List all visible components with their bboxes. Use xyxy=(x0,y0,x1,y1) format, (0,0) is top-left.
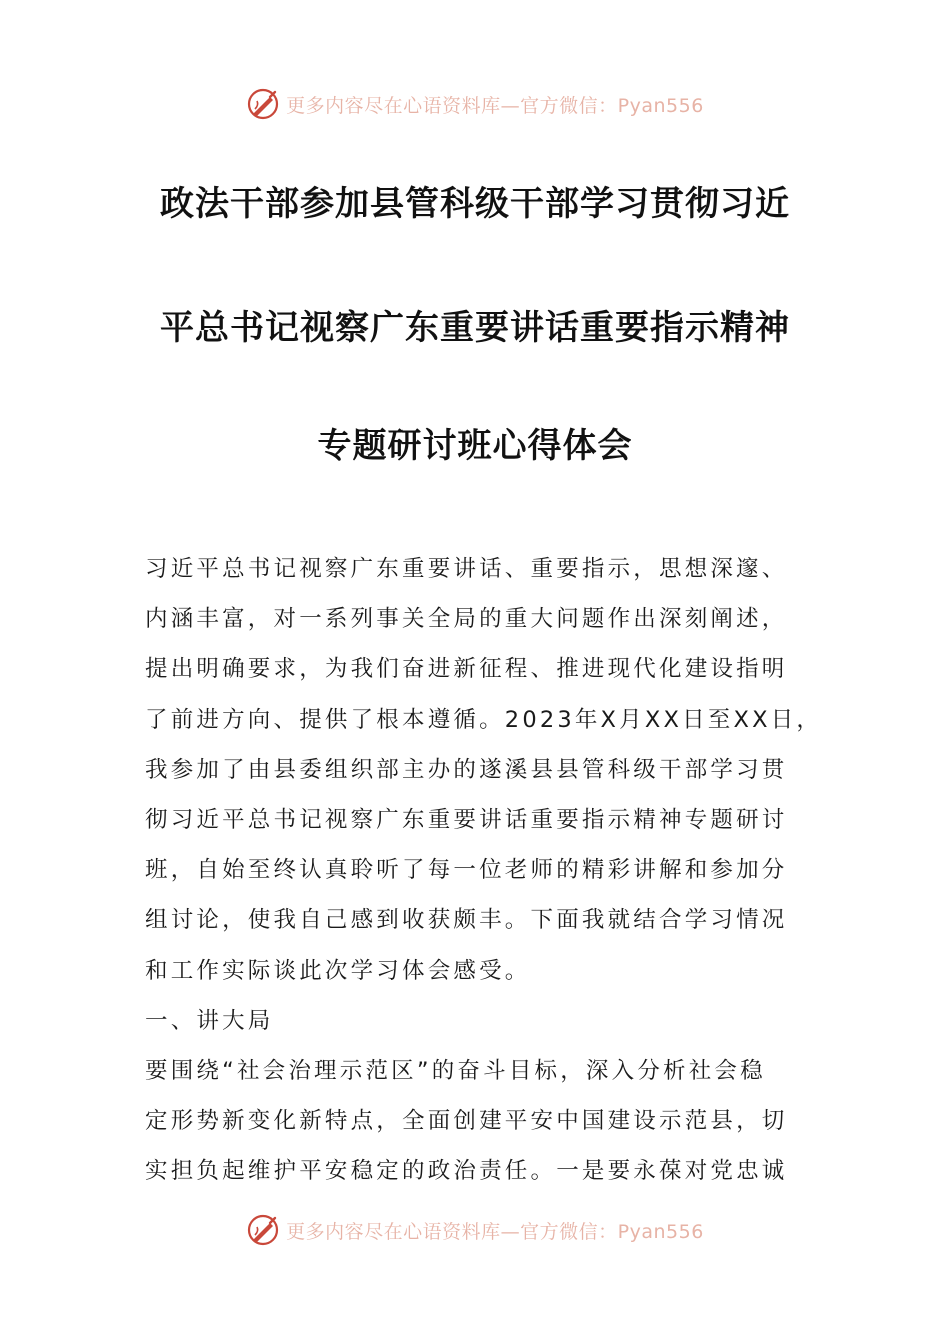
document-title-line-1: 政法干部参加县管科级干部学习贯彻习近 xyxy=(160,184,790,224)
watermark-footer xyxy=(0,1210,950,1250)
watermark-header xyxy=(0,84,950,124)
body-line: 定形势新变化新特点，全面创建平安中国建设示范县，切 xyxy=(145,1108,788,1135)
body-line: 实担负起维护平安稳定的政治责任。一是要永葆对党忠诚 xyxy=(145,1158,788,1185)
section-heading: 一、讲大局 xyxy=(145,1007,274,1034)
body-line: 我参加了由县委组织部主办的遂溪县县管科级干部学习贯 xyxy=(145,756,788,783)
pen-logo-icon xyxy=(246,87,280,121)
body-line: 内涵丰富，对一系列事关全局的重大问题作出深刻阐述， xyxy=(145,606,788,633)
watermark-text: 更多内容尽在心语资料库—官方微信：Pyan556 xyxy=(286,94,704,117)
body-line: 和工作实际谈此次学习体会感受。 xyxy=(145,957,531,984)
body-line: 要围绕“社会治理示范区”的奋斗目标，深入分析社会稳 xyxy=(145,1057,766,1084)
body-line: 班，自始至终认真聆听了每一位老师的精彩讲解和参加分 xyxy=(145,857,788,884)
body-line: 了前进方向、提供了根本遵循。2023年X月XX日至XX日， xyxy=(145,706,823,733)
body-line: 彻习近平总书记视察广东重要讲话重要指示精神专题研讨 xyxy=(145,806,788,833)
document-body xyxy=(145,544,823,1196)
document-title-line-2: 平总书记视察广东重要讲话重要指示精神 xyxy=(160,308,790,348)
watermark-text: 更多内容尽在心语资料库—官方微信：Pyan556 xyxy=(286,1220,704,1243)
body-line: 提出明确要求，为我们奋进新征程、推进现代化建设指明 xyxy=(145,656,788,683)
body-line: 组讨论，使我自己感到收获颇丰。下面我就结合学习情况 xyxy=(145,907,788,934)
document-title-line-3: 专题研讨班心得体会 xyxy=(317,426,633,466)
pen-logo-icon xyxy=(246,1213,280,1247)
body-line: 习近平总书记视察广东重要讲话、重要指示，思想深邃、 xyxy=(145,556,788,582)
